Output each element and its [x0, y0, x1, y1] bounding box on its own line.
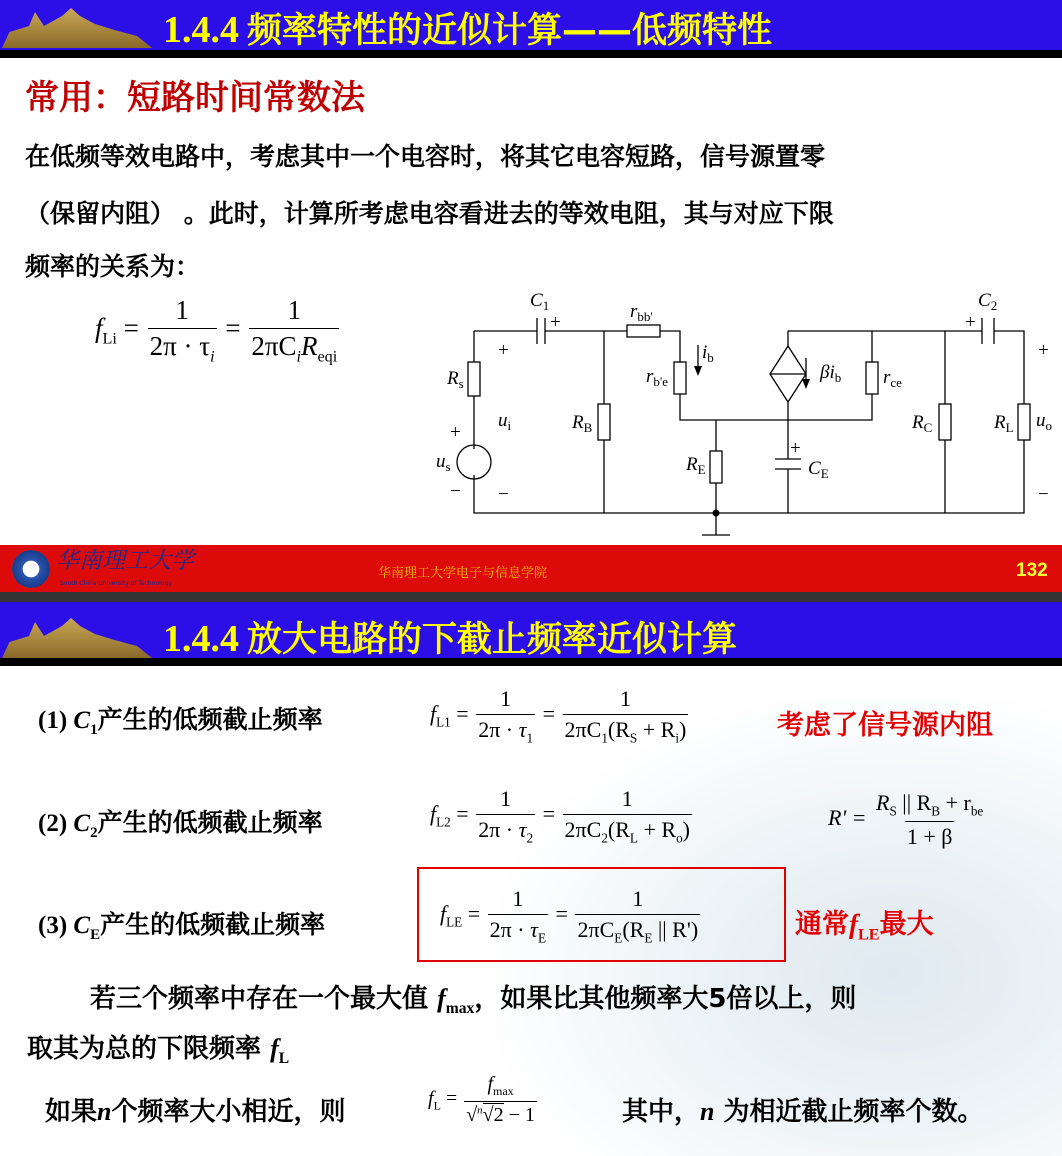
section-number: 1.4.4	[163, 618, 239, 660]
title-text: 频率特性的近似计算——低频特性	[247, 11, 773, 51]
fl2-formula: $f_{L2}$ = $\frac{1}{2\pi \cdot \tau_2}$ = $\frac{1}{2\pi C_2(R_L + R_o)}$	[430, 786, 690, 846]
fl1-formula: $f_{L1}$ = $\frac{1}{2\pi \cdot \tau_1}$ = $\frac{1}{2\pi C_1(R_S + R_i)}$	[430, 686, 687, 746]
para-line: 在低频等效电路中，考虑其中一个电容时，将其它电容短路，信号源置零	[25, 142, 826, 171]
fle-formula: $f_{LE}$ = $\frac{1}{2\pi \cdot \tau_E}$ = $\frac{1}{2\pi C_E(R_E || R')}$	[440, 886, 699, 946]
svg-text:+: +	[450, 422, 461, 443]
para-n-frequencies: 如果n个频率大小相近，则	[45, 1097, 346, 1127]
university-logo-en: South China University of Technology	[60, 580, 172, 587]
svg-text:rb'e: $r_{b'e}$	[646, 366, 669, 389]
svg-text:−: −	[1038, 484, 1049, 505]
item-c1: (1) $C_1$产生的低频截止频率	[38, 705, 323, 738]
slide2-title	[163, 612, 737, 662]
para-n-definition: 其中，n 为相近截止频率个数。	[622, 1097, 984, 1127]
svg-text:+: +	[790, 438, 801, 459]
svg-text:C1: $C_1$	[530, 290, 550, 313]
para-fmax: 若三个频率中存在一个最大值 $f_{max}$，如果比其他频率大5倍以上，则	[90, 984, 857, 1018]
university-logo-text: 华南理工大学	[56, 548, 194, 574]
fli-formula: $f_{Li}$ = $\frac{1}{2\pi \cdot \tau_i}$ = $\frac{1}{2\pi C_iR_{eqi}}$	[95, 295, 338, 366]
svg-text:RE: $R_E$	[686, 454, 706, 477]
low-frequency-equivalent-circuit	[0, 0, 1062, 545]
para-line: 频率的关系为：	[25, 252, 201, 281]
para-fl: 取其为总的下限频率 $f_L$	[27, 1034, 290, 1068]
note-source-resistance: 考虑了信号源内阻	[777, 710, 993, 741]
university-seal-icon	[12, 550, 50, 588]
svg-text:CE: $C_E$	[808, 458, 829, 481]
svg-text:RC: $R_C$	[912, 412, 933, 435]
para-line: （保留内阻） 。此时，计算所考虑电容看进去的等效电阻，其与对应下限	[25, 199, 834, 228]
page-number: 132	[1016, 560, 1048, 581]
item-ce: (3) $C_E$产生的低频截止频率	[38, 910, 326, 943]
svg-text:uo: $u_o$	[1036, 410, 1052, 433]
svg-text:ui: $u_i$	[498, 410, 512, 433]
fl-total-formula: $f_L$ = $\frac{f_{max}}{√^n√2 - 1}$	[428, 1073, 535, 1126]
svg-text:+: +	[965, 312, 976, 333]
slide1-subtitle: 常用：短路时间常数法	[25, 78, 365, 118]
svg-text:us: $u_s$	[436, 451, 451, 474]
svg-text:βib: $\beta i_b$	[820, 362, 842, 385]
svg-text:+: +	[550, 312, 561, 333]
svg-text:+: +	[1038, 340, 1049, 361]
svg-text:C2: $C_2$	[978, 290, 998, 313]
title-text: 放大电路的下截止频率近似计算	[247, 620, 738, 660]
footer-school: 华南理工大学电子与信息学院	[378, 566, 548, 581]
slide-separator	[0, 592, 1062, 602]
note-fle-largest: 通常$f_{LE}$最大	[795, 909, 934, 944]
rprime-formula: R' = $\frac{R_S || R_B + r_{be}}{1 + \beta}$	[828, 790, 984, 850]
svg-text:−: −	[450, 481, 461, 502]
svg-text:rbb': $r_{bb'}$	[630, 301, 653, 324]
svg-text:rce: $r_{ce}$	[883, 367, 902, 390]
svg-text:+: +	[498, 340, 509, 361]
svg-text:−: −	[498, 484, 509, 505]
svg-text:RB: $R_B$	[572, 412, 593, 435]
item-c2: (2) $C_2$产生的低频截止频率	[38, 808, 323, 841]
svg-text:ib: $i_b$	[702, 342, 714, 365]
section-number: 1.4.4	[163, 9, 239, 51]
svg-text:Rs: $R_s$	[447, 368, 464, 391]
svg-text:RL: $R_L$	[994, 412, 1014, 435]
